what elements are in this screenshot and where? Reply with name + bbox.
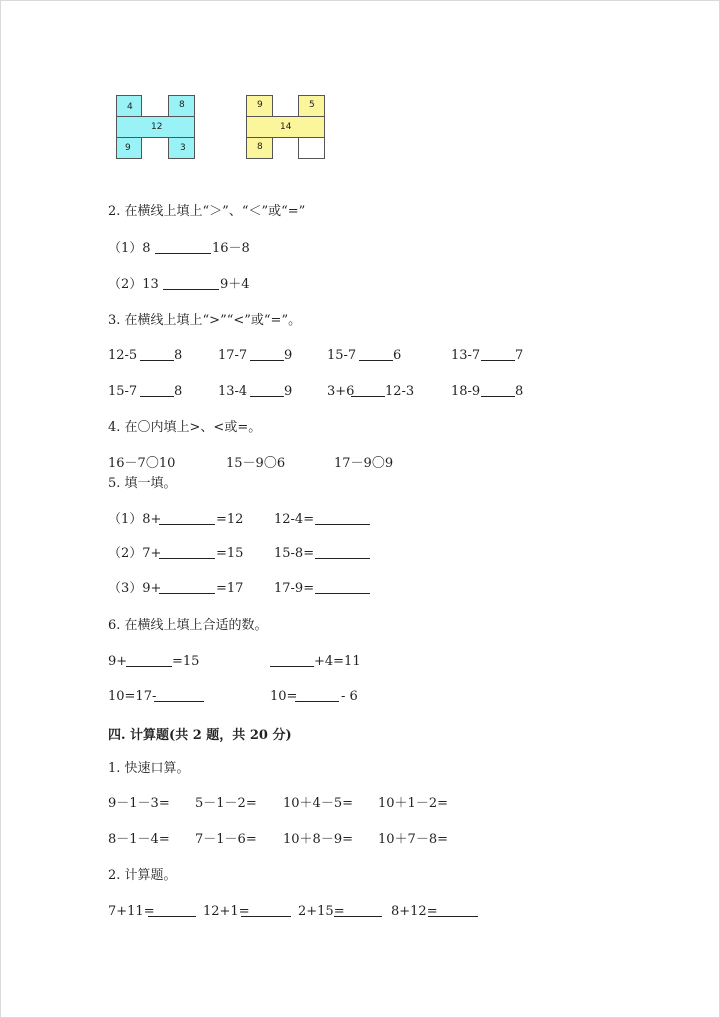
compare-right: 9 — [284, 348, 293, 363]
calc-expression: 7+11= — [108, 904, 155, 919]
mental-math-item: 10＋7－8= — [378, 832, 448, 847]
compare-left: 17-7 — [218, 348, 248, 363]
answer-blank[interactable] — [250, 384, 284, 397]
expression-left: （1）8 — [108, 241, 151, 256]
mental-math-item: 5－1－2= — [195, 796, 257, 811]
fill-suffix: +4=11 — [314, 654, 361, 669]
fill-prefix: 10=17- — [108, 689, 157, 704]
answer-blank[interactable] — [428, 904, 478, 917]
calc-expression: 12+1= — [203, 904, 250, 919]
fill-prefix: 10= — [270, 689, 298, 704]
answer-blank[interactable] — [159, 581, 215, 594]
compare-right: 6 — [393, 348, 402, 363]
answer-blank[interactable] — [154, 689, 204, 702]
puzzle-empty-cell — [298, 137, 325, 159]
calc-1-title: 1. 快速口算。 — [108, 761, 190, 776]
fill-left-prefix: （2）7+ — [108, 546, 162, 561]
mental-math-item: 10＋1－2= — [378, 796, 448, 811]
puzzle-number: 5 — [309, 100, 315, 110]
puzzle-number: 4 — [127, 102, 133, 112]
compare-right: 7 — [515, 348, 524, 363]
puzzle-cell — [298, 95, 325, 117]
compare-right: 12-3 — [385, 384, 415, 399]
fill-left-suffix: =17 — [216, 581, 244, 596]
fill-prefix: 9+ — [108, 654, 128, 669]
section-4-heading: 四. 计算题(共 2 题，共 20 分) — [108, 728, 292, 743]
puzzle-number: 9 — [257, 100, 263, 110]
answer-blank[interactable] — [315, 546, 370, 559]
answer-blank[interactable] — [250, 348, 284, 361]
answer-blank[interactable] — [159, 512, 215, 525]
fill-right-expression: 12-4= — [274, 512, 315, 527]
puzzle-cell — [246, 137, 273, 159]
circle-compare: 17－9〇9 — [334, 456, 394, 471]
number-puzzle-2 — [246, 95, 326, 159]
expression-left: （2）13 — [108, 277, 159, 292]
compare-right: 9 — [284, 384, 293, 399]
puzzle-number: 12 — [151, 122, 163, 132]
answer-blank[interactable] — [351, 384, 385, 397]
puzzle-number: 14 — [280, 122, 292, 132]
circle-compare: 15－9〇6 — [226, 456, 286, 471]
answer-blank[interactable] — [241, 904, 291, 917]
answer-blank[interactable] — [315, 512, 370, 525]
puzzle-cell — [168, 95, 195, 117]
question-6-title: 6. 在横线上填上合适的数。 — [108, 618, 268, 633]
puzzle-cell — [116, 137, 142, 159]
number-puzzle-1 — [116, 95, 196, 159]
compare-left: 15-7 — [108, 384, 138, 399]
expression-right: 9＋4 — [220, 277, 250, 292]
expression-right: 16－8 — [212, 241, 250, 256]
compare-right: 8 — [174, 384, 183, 399]
fill-right-expression: 17-9= — [274, 581, 315, 596]
compare-left: 13-7 — [451, 348, 481, 363]
question-2-title: 2. 在横线上填上“＞”、“＜”或“=” — [108, 204, 306, 219]
answer-blank[interactable] — [140, 348, 174, 361]
compare-left: 15-7 — [327, 348, 357, 363]
puzzle-cell — [116, 116, 195, 138]
puzzle-cell — [116, 95, 142, 117]
mental-math-item: 10＋4－5= — [283, 796, 353, 811]
question-3-title: 3. 在横线上填上“>”“<”或“=”。 — [108, 313, 302, 328]
compare-left: 18-9 — [451, 384, 481, 399]
fill-left-prefix: （3）9+ — [108, 581, 162, 596]
puzzle-cell — [246, 116, 325, 138]
fill-left-suffix: =15 — [216, 546, 244, 561]
calc-2-title: 2. 计算题。 — [108, 868, 177, 883]
fill-left-suffix: =12 — [216, 512, 244, 527]
answer-blank[interactable] — [334, 904, 382, 917]
mental-math-item: 8－1－4= — [108, 832, 170, 847]
puzzle-number: 3 — [180, 143, 186, 153]
puzzle-cell — [246, 95, 273, 117]
compare-left: 13-4 — [218, 384, 248, 399]
puzzle-cell — [168, 137, 195, 159]
puzzle-number: 8 — [179, 100, 185, 110]
answer-blank[interactable] — [155, 241, 211, 254]
answer-blank[interactable] — [163, 277, 219, 290]
puzzle-number: 8 — [257, 142, 263, 152]
answer-blank[interactable] — [481, 384, 515, 397]
answer-blank[interactable] — [315, 581, 370, 594]
answer-blank[interactable] — [140, 384, 174, 397]
circle-compare: 16－7〇10 — [108, 456, 176, 471]
compare-left: 3+6 — [327, 384, 355, 399]
answer-blank[interactable] — [148, 904, 196, 917]
calc-expression: 8+12= — [391, 904, 438, 919]
question-4-title: 4. 在〇内填上>、<或=。 — [108, 420, 262, 435]
calc-expression: 2+15= — [298, 904, 345, 919]
fill-right-expression: 15-8= — [274, 546, 315, 561]
answer-blank[interactable] — [295, 689, 339, 702]
fill-suffix: =15 — [172, 654, 200, 669]
answer-blank[interactable] — [481, 348, 515, 361]
fill-suffix: - 6 — [341, 689, 358, 704]
compare-left: 12-5 — [108, 348, 138, 363]
answer-blank[interactable] — [359, 348, 393, 361]
mental-math-item: 9－1－3= — [108, 796, 170, 811]
answer-blank[interactable] — [126, 654, 172, 667]
mental-math-item: 10＋8－9= — [283, 832, 353, 847]
answer-blank[interactable] — [159, 546, 215, 559]
compare-right: 8 — [174, 348, 183, 363]
mental-math-item: 7－1－6= — [195, 832, 257, 847]
puzzle-number: 9 — [125, 143, 131, 153]
compare-right: 8 — [515, 384, 524, 399]
fill-left-prefix: （1）8+ — [108, 512, 162, 527]
question-5-title: 5. 填一填。 — [108, 476, 177, 491]
answer-blank[interactable] — [270, 654, 314, 667]
